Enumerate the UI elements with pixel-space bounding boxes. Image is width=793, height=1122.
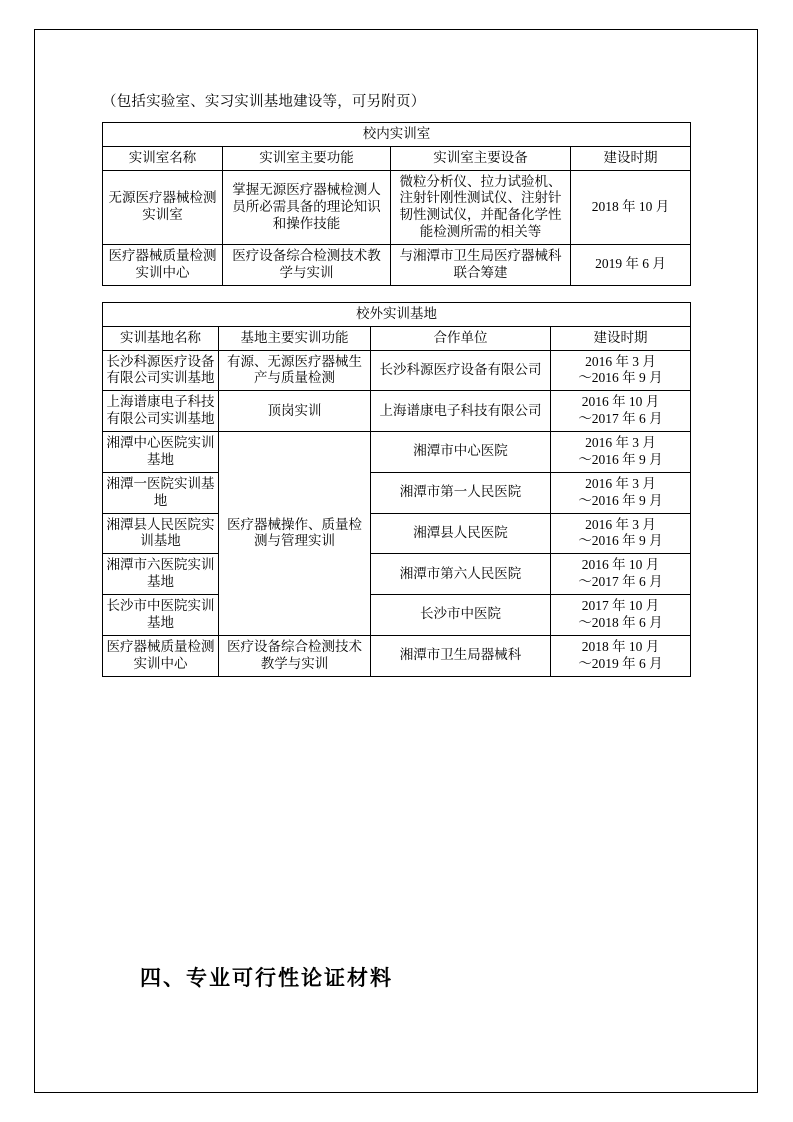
cell-base-function: 医疗设备综合检测技术教学与实训 bbox=[219, 635, 371, 676]
cell-base-function: 有源、无源医疗器械生产与质量检测 bbox=[219, 350, 371, 391]
period-end: ～2016 年 9 月 bbox=[578, 451, 663, 467]
table-section-title-row bbox=[103, 122, 691, 146]
table-row bbox=[103, 170, 691, 245]
cell-base-name: 湘潭中心医院实训基地 bbox=[103, 432, 219, 473]
table-row bbox=[103, 432, 691, 473]
period-end: ～2016 年 9 月 bbox=[578, 492, 663, 508]
period-start: 2018 年 10 月 bbox=[581, 638, 660, 654]
cell-base-name: 长沙市中医院实训基地 bbox=[103, 595, 219, 636]
period-start: 2016 年 3 月 bbox=[585, 516, 656, 532]
period-start: 2016 年 10 月 bbox=[581, 557, 660, 573]
period-start: 2017 年 10 月 bbox=[581, 598, 660, 613]
cell-base-partner: 长沙科源医疗设备有限公司 bbox=[371, 350, 551, 391]
period-start: 2016 年 3 月 bbox=[585, 353, 656, 369]
period-end: ～2017 年 6 月 bbox=[578, 574, 663, 590]
cell-lab-period: 2018 年 10 月 bbox=[571, 170, 691, 245]
header-base-partner: 合作单位 bbox=[371, 326, 551, 350]
cell-base-name: 医疗器械质量检测实训中心 bbox=[103, 635, 219, 676]
inside-lab-title: 校内实训室 bbox=[103, 122, 691, 146]
cell-base-period bbox=[551, 513, 691, 554]
period-start: 2016 年 3 月 bbox=[585, 475, 656, 491]
blank-area bbox=[102, 677, 690, 789]
cell-base-partner: 上海谱康电子科技有限公司 bbox=[371, 391, 551, 432]
header-lab-period: 建设时期 bbox=[571, 146, 691, 170]
cell-lab-period: 2019 年 6 月 bbox=[571, 245, 691, 286]
table-header-row bbox=[103, 146, 691, 170]
cell-base-partner: 湘潭市中心医院 bbox=[371, 432, 551, 473]
cell-lab-name: 无源医疗器械检测实训室 bbox=[103, 170, 223, 245]
table-gap bbox=[102, 286, 690, 302]
table-row bbox=[103, 595, 691, 636]
table-header-row bbox=[103, 326, 691, 350]
period-end: ～2019 年 6 月 bbox=[578, 655, 663, 671]
header-base-function: 基地主要实训功能 bbox=[219, 326, 371, 350]
header-lab-equipment: 实训室主要设备 bbox=[391, 146, 571, 170]
cell-lab-function: 医疗设备综合检测技术教学与实训 bbox=[223, 245, 391, 286]
header-lab-function: 实训室主要功能 bbox=[223, 146, 391, 170]
inside-lab-table bbox=[102, 122, 691, 286]
period-start: 2016 年 10 月 bbox=[581, 394, 660, 410]
document-content bbox=[102, 92, 690, 789]
table-row bbox=[103, 472, 691, 513]
outside-base-table bbox=[102, 302, 691, 677]
table-row bbox=[103, 391, 691, 432]
table-section-title-row bbox=[103, 302, 691, 326]
cell-base-partner: 湘潭市第一人民医院 bbox=[371, 472, 551, 513]
outside-base-title: 校外实训基地 bbox=[103, 302, 691, 326]
cell-lab-function: 掌握无源医疗器械检测人员所必需具备的理论知识和操作技能 bbox=[223, 170, 391, 245]
cell-base-name: 湘潭市六医院实训基地 bbox=[103, 554, 219, 595]
cell-base-name: 湘潭县人民医院实训基地 bbox=[103, 513, 219, 554]
section-heading-4: 四、专业可行性论证材料 bbox=[140, 966, 393, 990]
period-end: ～2017 年 6 月 bbox=[578, 411, 663, 427]
cell-base-period bbox=[551, 391, 691, 432]
period-end: ～2018 年 6 月 bbox=[578, 614, 663, 630]
cell-base-function: 顶岗实训 bbox=[219, 391, 371, 432]
cell-base-period bbox=[551, 432, 691, 473]
table-row bbox=[103, 635, 691, 676]
header-base-name: 实训基地名称 bbox=[103, 326, 219, 350]
period-end: ～2016 年 9 月 bbox=[578, 533, 663, 549]
header-lab-name: 实训室名称 bbox=[103, 146, 223, 170]
cell-base-period bbox=[551, 595, 691, 636]
table-row bbox=[103, 513, 691, 554]
cell-base-period bbox=[551, 472, 691, 513]
cell-base-name: 上海谱康电子科技有限公司实训基地 bbox=[103, 391, 219, 432]
table-row bbox=[103, 350, 691, 391]
cell-base-period bbox=[551, 350, 691, 391]
cell-lab-name: 医疗器械质量检测实训中心 bbox=[103, 245, 223, 286]
table-row bbox=[103, 554, 691, 595]
table-row bbox=[103, 245, 691, 286]
cell-base-partner: 长沙市中医院 bbox=[371, 595, 551, 636]
period-end: ～2016 年 9 月 bbox=[578, 370, 663, 386]
intro-note: （包括实验室、实习实训基地建设等，可另附页） bbox=[102, 94, 426, 110]
period-start: 2016 年 3 月 bbox=[585, 435, 656, 450]
cell-base-partner: 湘潭市第六人民医院 bbox=[371, 554, 551, 595]
cell-base-name: 长沙科源医疗设备有限公司实训基地 bbox=[103, 350, 219, 391]
cell-base-partner: 湘潭市卫生局器械科 bbox=[371, 635, 551, 676]
header-base-period: 建设时期 bbox=[551, 326, 691, 350]
cell-base-period bbox=[551, 554, 691, 595]
cell-base-function-merged: 医疗器械操作、质量检测与管理实训 bbox=[219, 432, 371, 636]
cell-base-name: 湘潭一医院实训基地 bbox=[103, 472, 219, 513]
cell-lab-equipment: 微粒分析仪、拉力试验机、注射针刚性测试仪、注射针韧性测试仪，并配备化学性能检测所需的相关等 bbox=[391, 170, 571, 245]
cell-base-period bbox=[551, 635, 691, 676]
cell-lab-equipment: 与湘潭市卫生局医疗器械科联合筹建 bbox=[391, 245, 571, 286]
cell-base-partner: 湘潭县人民医院 bbox=[371, 513, 551, 554]
